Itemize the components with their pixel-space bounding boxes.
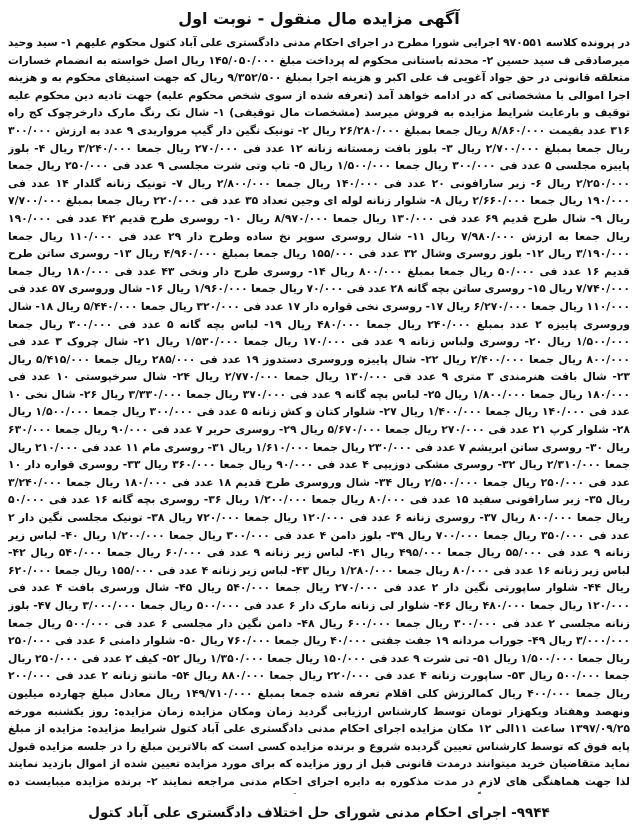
notice-footer: ۹۹۴۴- اجرای احکام مدنی شورای حل اختلاف دادگستری علی آباد کتول [88,805,550,821]
notice-title: آگهی مزایده مال منقول - نوبت اول [178,9,460,28]
notice-body: در پرونده کلاسه ۹۷۰۵۵۱ اجرایی شورا مطرح در اجرای احکام مدنی دادگستری علی آباد کتول محکوم علیهم ۱- سید وحید میرصادقی ف سید حسین ۲- محدثه باستانی محکوم‌ له پرداخت مبلغ ۱۴۵/۰۵۰/۰۰۰ ریال اصل خواسته به انضمام خسارات متعلقه قانونی در حق جواد آغویی ف علی اکبر و هزینه اجرا بمبلغ ۹/۳۵۲/۵۰۰ ریال که جهت استیفای محکوم به و هزینه اجرا اموالی با مشخصاتی که در ادامه خواهد آمد (تعرفه شده از سوی شخص محکوم علیه) جهت تادیه دین محکوم علیه توقیف و بارعایت شرایط مزایده به فروش میرسد (مشخصات مال توقیفی) ۱- شال تک رنگ مارک دارخرچوک کج راه ۳۱۶ عدد بقیمت ۸/۸۶۰/۰۰۰ ریال جمعا بمبلغ ۲۶/۲۸۰/۰۰۰ ریال ۲- تونیک نگین دار گیپ مرواریدی ۹ عدد به ارزش ۳۰۰/۰۰۰ ریال جمعا بمبلغ ۲/۷۰۰/۰۰۰ ریال ۳- بلوز بافت زمستانه زنانه ۱۲ عدد فی ۲۷۰/۰۰۰ ریال جمعا ۳/۲۴۰/۰۰۰ ریال ۴- بلوز پاییزه مجلسی ۵ عدد فی ۳۰۰/۰۰۰ ریال جمعا ۱/۵۰۰/۰۰۰ ریال ۵- تاپ وتی شرت مجلسی ۹ عدد فی ۲۵۰/۰۰۰ ریال جمعا ۲/۲۵۰/۰۰۰ ریال ۶- زیر سارافونی ۲۰ عدد فی ۱۴۰/۰۰۰ ریال جمعا ۲/۸۰۰/۰۰۰ ریال ۷- تونیک زنانه گلدار ۱۴ عدد فی ۱۹۰/۰۰۰ ریال جمعا ۲/۶۶۰/۰۰۰ ریال ۸- شلوار زنانه لوله ای وجین تعداد ۳۵ عدد فی ۲۲۰/۰۰۰ ریال جمعا بمبلغ ۷/۷۰۰/۰۰۰ ریال ۹- شال طرح قدیم ۶۹ عدد فی ۱۳۰/۰۰۰ ریال جمعا ۸/۹۷۰/۰۰۰ ریال ۱۰- روسری طرح قدیم ۴۲ عدد فی ۱۹۰/۰۰۰ ریال جمعا به ارزش ۷/۹۸۰/۰۰۰ ریال ۱۱- شال روسری سوپر نخ ساده وطرح دار ۲۹ عدد فی ۱۱۰/۰۰۰ ریال جمعا ۳/۱۹۰/۰۰۰ ریال ۱۲- بلوز روسری وشال ۳۲ عدد فی ۱۵۵/۰۰۰ ریال جمعا بمبلغ ۴/۹۶۰/۰۰۰ ریال ۱۳- روسری ساتن طرح قدیم ۱۶ عدد فی ۵۰/۰۰۰ ریال جمعا بمبلغ ۸۰۰/۰۰۰ ریال ۱۴- روسری طرح دار ونخی ۴۳ عدد فی ۱۸۰/۰۰۰ ریال جمعا ۷/۷۴۰/۰۰۰ ریال ۱۵- روسری ساتن بچه گانه ۲۸ عدد فی ۷۰/۰۰۰ ریال جمعا ۱/۹۶۰/۰۰۰ ریال ۱۶- شال وروسری ۵۷ عدد فی ۱۱۰/۰۰۰ ریال جمعا ۶/۲۷۰/۰۰۰ ریال ۱۷- روسری نخی قواره دار ۱۷ عدد فی ۳۲۰/۰۰۰ ریال جمعا ۵/۴۴۰/۰۰۰ ریال ۱۸- شال وروسری پاییزه ۲ عدد بمبلغ ۲۴۰/۰۰۰ ریال جمعا ۴۸۰/۰۰۰ ریال ۱۹- لباس بچه گانه ۵ عدد فی ۳۰۰/۰۰۰ ریال جمعا ۱/۵۰۰/۰۰۰ ریال ۲۰- روسری ولباس زنانه ۹ عدد فی ۱۷۰/۰۰۰ ریال جمعا ۱/۵۳۰/۰۰۰ ریال ۲۱- شال چروک ۳ عدد فی ۸۰۰/۰۰۰ ریال جمعا ۲/۴۰۰/۰۰۰ ریال ۲۲- شال پاییزه وروسری دستدوز ۱۹ عدد فی ۲۸۵/۰۰۰ ریال جمعا ۵/۴۱۵/۰۰۰ ریال ۲۳- شال بافت هنرمندی ۳ متری ۹ عدد فی ۱۳۰/۰۰۰ ریال جمعا ۲/۷۷۰/۰۰۰ ریال ۲۴- شال سرخپوستی ۱۰ عدد فی ۱۸۰/۰۰۰ ریال جمعا ۱/۸۰۰/۰۰۰ ریال ۲۵- لباس بچه گانه ۹ عدد فی ۳۷۰/۰۰۰ ریال جمعا ۳/۳۳۰/۰۰۰ ریال ۲۶- شال نخی ۱۰ عدد فی ۱۴۰/۰۰۰ ریال جمعا ۱/۴۰۰/۰۰۰ ریال ۲۷- شلوار کتان و کش زنانه ۵ عدد فی ۳۰۰/۰۰۰ ریال جمعا ۱/۵۰۰/۰۰۰ ریال ۲۸- شلوار کرپ ۲۱ عدد فی ۲۷۰/۰۰۰ ریال جمعا ۵/۶۷۰/۰۰۰ ریال ۲۹- روسری حریر ۷ عدد فی ۹۰/۰۰۰ ریال جمعا ۶۳۰/۰۰۰ ریال ۳۰- روسری ساتن ابریشم ۷ عدد فی ۲۳۰/۰۰۰ ریال جمعا ۱/۶۱۰/۰۰۰ ریال ۳۱- روسری مام ۱۱ عدد فی ۲۱۰/۰۰۰ ریال جمعا ۲/۳۱۰/۰۰۰ ریال ۳۲- روسری مشکی دوزیپی ۴ عدد فی ۹۰/۰۰۰ ریال جمعا ۳۶۰/۰۰۰ ریال ۳۳- روسری قواره دار ۱۰ عدد فی ۲۵۰/۰۰۰ ریال جمعا ۲/۵۰۰/۰۰۰ ریال ۳۴- شال وروسری طرح قدیم ۱۸ عدد فی ۱۸۰/۰۰۰ ریال جمعا ۳/۲۴۰/۰۰۰ ریال ۳۵- زیر سارافونی سفید ۱۵ عدد فی ۸۰/۰۰۰ ریال جمعا ۱/۲۰۰/۰۰۰ ریال ۳۶- روسری بچه گانه ۱۶ عدد فی ۵۰/۰۰۰ ریال جمعا ۸۰۰/۰۰۰ ریال ۳۷- روسری زنانه ۶ عدد فی ۱۲۰/۰۰۰ ریال جمعا ۷۲۰/۰۰۰ ریال ۳۸- تونیک مجلسی نگین دار ۲ عدد فی ۳۵۰/۰۰۰ ریال جمعا ۷۰۰/۰۰۰ ریال ۳۹- بلوز دامن ۴ عدد فی ۳۰۰/۰۰۰ ریال جمعا ۱/۲۰۰/۰۰۰ ریال ۴۰- لباس زیر زنانه ۹ عدد فی ۵۵/۰۰۰ ریال جمعا ۴۹۵/۰۰۰ ریال ۴۱- لباس زیر زنانه ۹ عدد فی ۶۰/۰۰۰ ریال جمعا ۵۴۰/۰۰۰ ریال ۴۲- لباس زیر زنانه ۱۶ عدد فی ۸۰/۰۰۰ ریال جمعا ۱/۲۸۰/۰۰۰ ریال ۴۳- لباس زیر زنانه ۴ عدد فی ۱۵۵/۰۰۰ ریال جمعا ۶۲۰/۰۰۰ ریال ۴۴- شلوار ساپورتی نگین دار ۲ عدد فی ۲۷۰/۰۰۰ ریال جمعا ۵۴۰/۰۰۰ ریال ۴۵- شال ورسری بافت ۴ عدد فی ۱۲۰/۰۰۰ ریال جمعا ۴۸۰/۰۰۰ ریال ۴۶- شلوار لی زنانه مارک دار ۶ عدد فی ۵۰۰/۰۰۰ ریال جمعا ۳/۰۰۰/۰۰۰ ریال ۴۷- بلوز زنانه مجلسی ۲ عدد فی ۳۰۰/۰۰۰ ریال جمعا ۶۰۰/۰۰۰ ریال ۴۸- دامن نگین دار مجلسی ۶ عدد فی ۵۰۰/۰۰۰ ریال جمعا ۳/۰۰۰/۰۰۰ ریال ۴۹- جوراب مردانه ۱۹ جفت جفتی ۴۰/۰۰۰ ریال جمعا ۷۶۰/۰۰۰ ریال ۵۰- شلوار دامنی ۶ عدد فی ۲۵۰/۰۰۰ ریال جمعا ۱/۵۰۰/۰۰۰ ریال ۵۱- تی شرت ۹ عدد فی ۱۵۰/۰۰۰ ریال جمعا ۱/۳۵۰/۰۰۰ ریال ۵۲- کیف ۲ عدد فی ۲۵۰/۰۰۰ ریال جمعا ۵۰۰/۰۰۰ ریال ۵۳- ساپورت زنانه ۴ عدد فی ۲۲۰/۰۰۰ ریال جمعا ۸۸۰/۰۰۰ ریال ۵۴- مانتو زنانه ۲ عدد فی ۲۰۰/۰۰۰ ریال جمعا ۴۰۰/۰۰۰ ریال کمالرزش کلی اقلام تعرفه شده جمعا بمبلغ ۱۴۹/۷۱۰/۰۰۰ ریال معادل مبلغ چهارده میلیون ونهصد وهفتاد ویکهزار تومان توسط کارشناس ارزیابی گردید زمان ومکان مزایده زمان مزایده: روز یکشنبه مورخه ۱۳۹۷/۰۹/۲۵ ساعت ۱۱الی ۱۲ مکان مزایده اجرای احکام مدنی دادگستری علی آباد کتول شرایط مزایده: مزایده از مبلغ پایه فوق که توسط کارشناس تعیین گردیده شروع و برنده مزایده کسی است که بالاترین مبلغ را در جلسه مزایده قبول نماید متقاضیان خرید میتوانند درمدت قانونی قبل از روز مزایده که برای مورد مزایده تعیین شده از اموال بازدید نمایند لذا جهت هماهنگی های لازم در مدت مذکوره به دایره اجرای احکام مدنی مراجعه نمایند ۲- برنده مزایده میبایست ده [8,36,630,788]
